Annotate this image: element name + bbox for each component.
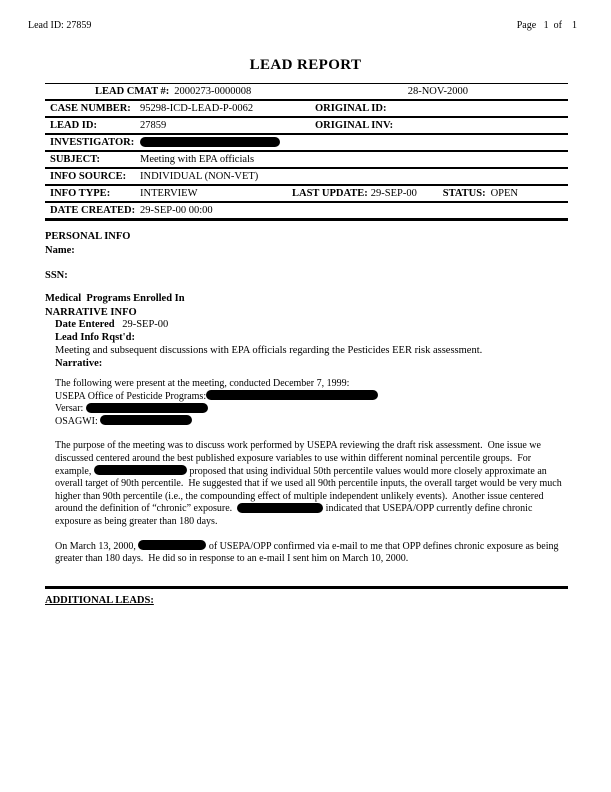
lead-info-rqstd-field: [55, 332, 568, 344]
status-value: OPEN: [490, 188, 518, 199]
info-source-label: INFO SOURCE:: [50, 171, 127, 182]
redaction-bar: [94, 465, 187, 475]
cmat-value: 2000273-0000008: [174, 86, 252, 97]
table-row-date-created: [45, 203, 568, 221]
narrative-field-label-line: [55, 358, 568, 370]
investigator-label: INVESTIGATOR:: [50, 137, 135, 148]
report-content: [45, 83, 568, 606]
page-header: [0, 0, 611, 31]
info-type-label: INFO TYPE:: [50, 188, 111, 199]
table-row-lead-id: [45, 118, 568, 135]
attendee-line-osagwi: OSAGWI:: [55, 416, 568, 429]
personal-info-section-title: PERSONAL INFO: [45, 231, 131, 242]
info-type-value: INTERVIEW: [140, 188, 198, 199]
cmat-label: LEAD CMAT #:: [95, 86, 170, 97]
meeting-intro-line: The following were present at the meeting, conducted December 7, 1999:: [55, 378, 350, 389]
attendee-line-usepa: USEPA Office of Pesticide Programs:: [55, 391, 568, 404]
narrative-paragraph-2: On March 13, 2000, of USEPA/OPP confirmed via e-mail to me that OPP defines chronic exposure as being greater than 180 days. He did so in response to an e-mail I sent him on March 10, 2000.: [55, 540, 561, 565]
narrative-info-section-title: NARRATIVE INFO: [45, 307, 137, 318]
redaction-bar: [86, 403, 208, 413]
table-row-info-type: [45, 186, 568, 203]
subject-label: SUBJECT:: [50, 154, 100, 165]
status-label: STATUS:: [442, 188, 486, 199]
lead-id-value: 27859: [140, 120, 167, 131]
lead-info-rqstd-text: Meeting and subsequent discussions with EPA officials regarding the Pesticides EER risk assessment.: [55, 345, 483, 356]
table-row-case-number: [45, 101, 568, 118]
date-created-label: DATE CREATED:: [50, 205, 136, 216]
date-entered-field: [55, 319, 568, 331]
redaction-bar: [138, 540, 206, 550]
subject-value: Meeting with EPA officials: [140, 154, 255, 165]
attendee-line-versar: Versar:: [55, 403, 568, 416]
narrative-label: Narrative:: [55, 358, 103, 369]
document-title: LEAD REPORT: [249, 57, 362, 73]
ssn-label: SSN:: [45, 270, 68, 281]
status-group: [443, 188, 518, 199]
case-number-label: CASE NUMBER:: [50, 103, 131, 114]
narrative-body: [55, 378, 568, 566]
lead-cmat-row: [45, 83, 568, 101]
table-row-subject: [45, 152, 568, 169]
date-entered-value: 29-SEP-00: [122, 319, 169, 330]
original-inv-label: ORIGINAL INV:: [315, 120, 394, 131]
medical-programs-title: Medical Programs Enrolled In: [45, 293, 185, 304]
case-number-value: 95298-ICD-LEAD-P-0062: [140, 103, 254, 114]
lead-id-label: LEAD ID:: [50, 120, 97, 131]
redaction-bar: [206, 390, 378, 400]
investigator-redaction: [140, 137, 280, 148]
narrative-paragraph-1: The purpose of the meeting was to discuss work performed by USEPA reviewing the draft risk assessment. One issue we discussed centered around the best published exposure variables to use within different nominal percentile groups. For example, proposed that using individual 50th percentile values would more closely approximate an overall target of 90th percentile. He suggested that if we used all 90th percentile inputs, the overall target would be very much higher than 90th percentile (i.e., the compounding effect of multiple independent unlikely events). Another issue centered around the definition of “chronic” exposure. indicated that USEPA/OPP currently define chronic exposure as being greater than 180 days.: [55, 440, 565, 527]
name-label: Name:: [45, 245, 75, 256]
header-lead-id: Lead ID: 27859: [28, 20, 92, 31]
last-update-label: LAST UPDATE:: [292, 188, 368, 199]
table-row-investigator: [45, 135, 568, 152]
additional-leads-title: ADDITIONAL LEADS:: [45, 594, 154, 606]
table-row-info-source: [45, 169, 568, 186]
header-page-number: Page 1 of 1: [516, 20, 577, 31]
redaction-bar: [237, 503, 323, 513]
info-source-value: INDIVIDUAL (NON-VET): [140, 171, 259, 182]
date-entered-label: Date Entered: [55, 319, 115, 330]
cmat-date: 28-NOV-2000: [407, 86, 468, 97]
last-update-value: 29-SEP-00: [370, 188, 417, 199]
narrative-fields: [55, 319, 568, 370]
original-id-label: ORIGINAL ID:: [315, 103, 387, 114]
lead-info-rqstd-label: Lead Info Rqst'd:: [55, 332, 135, 343]
case-info-table: [45, 101, 568, 221]
date-created-value: 29-SEP-00 00:00: [140, 205, 213, 216]
redaction-bar: [140, 137, 280, 147]
additional-leads-section: [45, 586, 568, 606]
redaction-bar: [100, 415, 192, 425]
